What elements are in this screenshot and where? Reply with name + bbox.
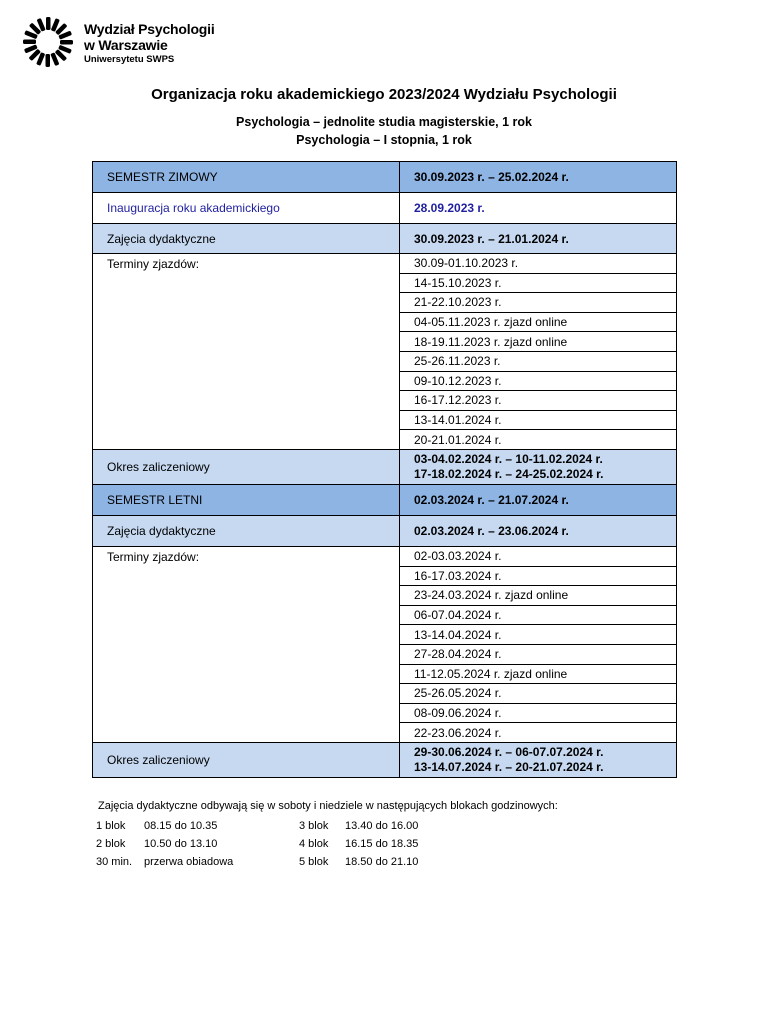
summer-exam-row [93,742,677,777]
winter-meeting-date: 16-17.12.2023 r. [400,391,677,411]
summer-classes-row [93,515,677,546]
summer-meetings-label: Terminy zjazdów: [93,546,400,742]
block-time: 13.40 do 16.00 [345,820,419,832]
winter-exam-label: Okres zaliczeniowy [93,449,400,484]
winter-meeting-date: 14-15.10.2023 r. [400,273,677,293]
summer-meeting-date: 27-28.04.2024 r. [400,644,677,664]
block-time: 16.15 do 18.35 [345,838,419,850]
summer-meeting-row [93,546,677,566]
summer-meeting-date: 23-24.03.2024 r. zjazd online [400,586,677,606]
block-name: 3 blok [299,820,329,832]
summer-meeting-date: 06-07.04.2024 r. [400,605,677,625]
class-blocks-row [96,835,465,853]
summer-meeting-date: 11-12.05.2024 r. zjazd online [400,664,677,684]
block-time: przerwa obiadowa [144,856,234,868]
winter-classes-range: 30.09.2023 r. – 21.01.2024 r. [400,224,677,254]
winter-exam-line1: 03-04.02.2024 r. – 10-11.02.2024 r. [414,451,603,466]
winter-meeting-date: 13-14.01.2024 r. [400,410,677,430]
winter-exam-dates [400,449,677,484]
winter-meeting-row [93,254,677,274]
winter-classes-label: Zajęcia dydaktyczne [93,224,400,254]
faculty-name-line1: Wydział Psychologii [84,21,215,37]
winter-meeting-date: 21-22.10.2023 r. [400,293,677,313]
page-title: Organizacja roku akademickiego 2023/2024 Wydziału Psychologii [151,86,617,103]
winter-meeting-date: 20-21.01.2024 r. [400,430,677,450]
block-name: 30 min. [96,856,133,868]
inauguration-row [93,193,677,224]
winter-meeting-date: 09-10.12.2023 r. [400,371,677,391]
winter-meeting-date: 25-26.11.2023 r. [400,351,677,371]
summer-classes-range: 02.03.2024 r. – 23.06.2024 r. [400,515,677,546]
block-time: 10.50 do 13.10 [144,838,218,850]
winter-meetings-label: Terminy zjazdów: [93,254,400,450]
winter-classes-row [93,224,677,254]
class-blocks-note [96,800,558,871]
summer-exam-label: Okres zaliczeniowy [93,742,400,777]
summer-meeting-date: 22-23.06.2024 r. [400,723,677,743]
block-name: 2 blok [96,838,126,850]
block-time: 08.15 do 10.35 [144,820,218,832]
summer-semester-row [93,484,677,515]
block-time: 18.50 do 21.10 [345,856,419,868]
subtitle-program: Psychologia – jednolite studia magisterskie, 1 rok [236,115,532,129]
summer-meeting-date: 08-09.06.2024 r. [400,703,677,723]
schedule-table [92,161,677,778]
block-name: 4 blok [299,838,329,850]
winter-exam-line2: 17-18.02.2024 r. – 24-25.02.2024 r. [414,466,604,481]
inauguration-date: 28.09.2023 r. [400,193,677,224]
block-name: 5 blok [299,856,329,868]
faculty-name [84,22,215,65]
winter-exam-row [93,449,677,484]
summer-exam-line1: 29-30.06.2024 r. – 06-07.07.2024 r. [414,744,604,759]
class-blocks-row [96,817,465,835]
summer-classes-label: Zajęcia dydaktyczne [93,515,400,546]
summer-meeting-date: 13-14.04.2024 r. [400,625,677,645]
summer-meeting-date: 02-03.03.2024 r. [400,546,677,566]
class-blocks-row [96,853,465,871]
summer-semester-label: SEMESTR LETNI [93,484,400,515]
winter-semester-label: SEMESTR ZIMOWY [93,162,400,193]
summer-meeting-date: 25-26.05.2024 r. [400,684,677,704]
winter-meeting-date: 30.09-01.10.2023 r. [400,254,677,274]
summer-meeting-date: 16-17.03.2024 r. [400,566,677,586]
inauguration-label: Inauguracja roku akademickiego [93,193,400,224]
summer-exam-line2: 13-14.07.2024 r. – 20-21.07.2024 r. [414,759,604,774]
class-blocks-table [96,817,465,871]
summer-exam-dates [400,742,677,777]
winter-semester-range: 30.09.2023 r. – 25.02.2024 r. [400,162,677,193]
university-name: Uniwersytetu SWPS [84,54,175,65]
swps-logo-icon [22,16,74,68]
class-blocks-intro: Zajęcia dydaktyczne odbywają się w soboty i niedziele w następujących blokach godzinowych: [98,800,558,812]
block-name: 1 blok [96,820,126,832]
winter-meeting-date: 18-19.11.2023 r. zjazd online [400,332,677,352]
faculty-name-line2: w Warszawie [84,37,168,53]
winter-meeting-date: 04-05.11.2023 r. zjazd online [400,312,677,332]
winter-semester-row [93,162,677,193]
summer-semester-range: 02.03.2024 r. – 21.07.2024 r. [400,484,677,515]
subtitle-program-2: Psychologia – I stopnia, 1 rok [296,133,472,147]
